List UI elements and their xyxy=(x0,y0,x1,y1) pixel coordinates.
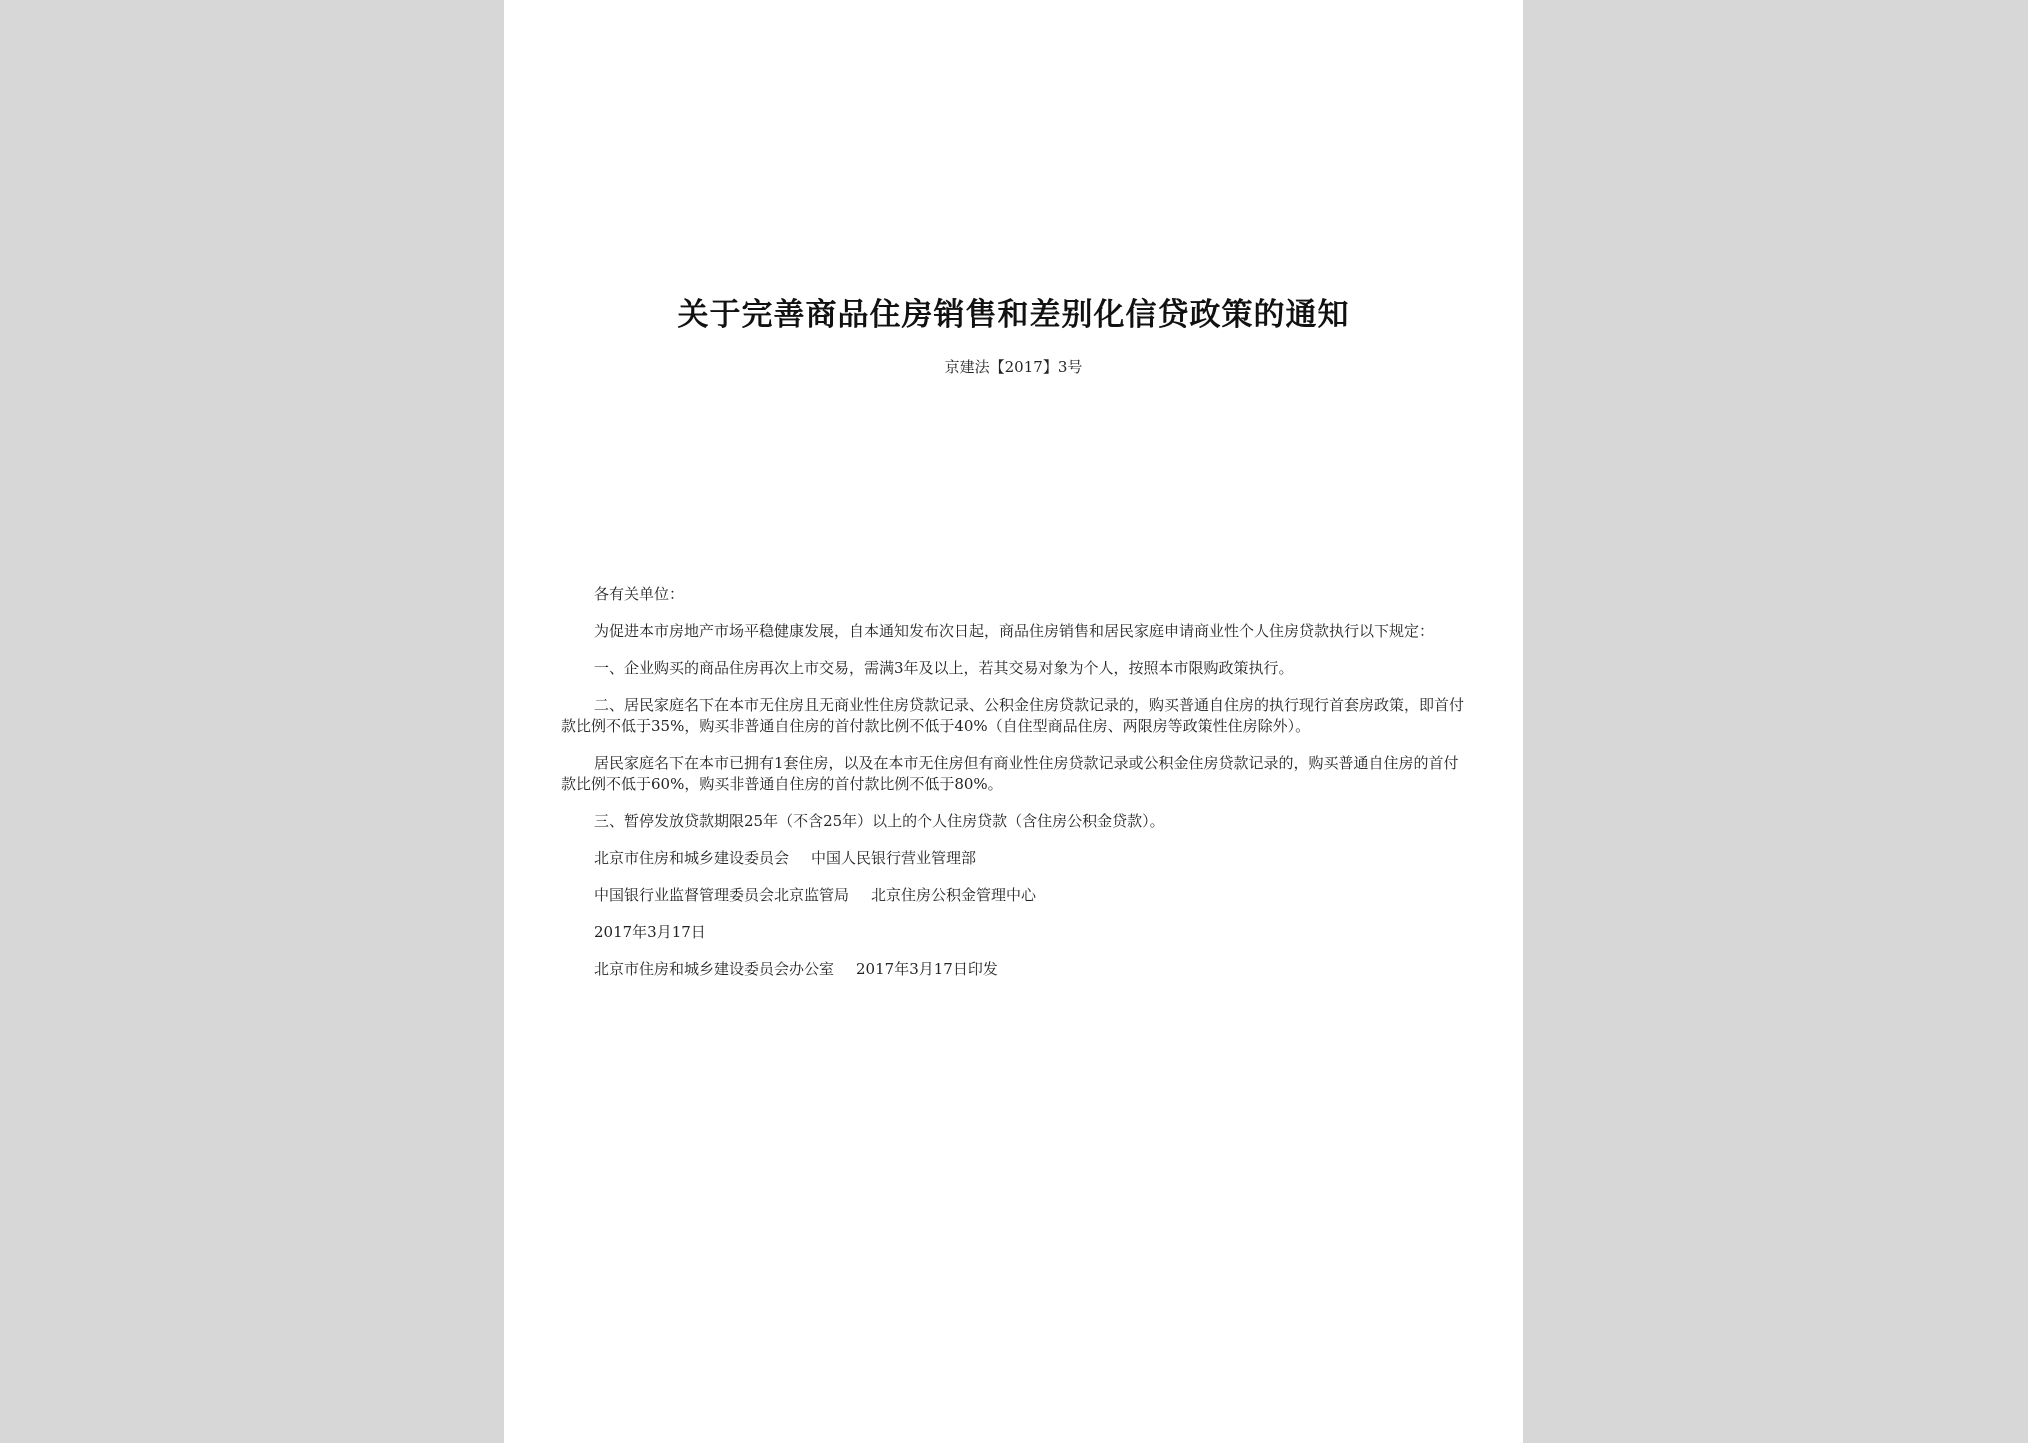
document-footer xyxy=(561,959,1471,980)
paragraph-item-1: 一、企业购买的商品住房再次上市交易，需满3年及以上，若其交易对象为个人，按照本市限购政策执行。 xyxy=(594,659,1294,677)
document-body xyxy=(561,584,1471,996)
document-number: 京建法【2017】3号 xyxy=(944,358,1083,376)
issuers-line-2 xyxy=(561,885,1471,906)
issuer-housing-fund-center: 北京住房公积金管理中心 xyxy=(871,886,1037,904)
paragraph-item-3: 三、暂停发放贷款期限25年（不含25年）以上的个人住房贷款（含住房公积金贷款）。 xyxy=(594,812,1165,830)
salutation: 各有关单位： xyxy=(594,585,685,603)
issuer-housing-commission: 北京市住房和城乡建设委员会 xyxy=(594,849,790,867)
issuer-pboc-office: 中国人民银行营业管理部 xyxy=(811,849,977,867)
footer-print-date: 2017年3月17日印发 xyxy=(856,960,998,978)
document-title: 关于完善商品住房销售和差别化信贷政策的通知 xyxy=(677,297,1350,333)
issuers-line-1 xyxy=(561,848,1471,869)
issuer-cbrc-beijing: 中国银行业监督管理委员会北京监管局 xyxy=(594,886,850,904)
paragraph-intro: 为促进本市房地产市场平稳健康发展，自本通知发布次日起，商品住房销售和居民家庭申请商业性个人住房贷款执行以下规定： xyxy=(594,622,1435,640)
paragraph-item-2: 二、居民家庭名下在本市无住房且无商业性住房贷款记录、公积金住房贷款记录的，购买普通自住房的执行现行首套房政策，即首付款比例不低于35%，购买非普通自住房的首付款比例不低于40%（自住型商品住房、两限房等政策性住房除外）。 xyxy=(561,696,1465,735)
paragraph-item-2-continued: 居民家庭名下在本市已拥有1套住房，以及在本市无住房但有商业性住房贷款记录或公积金住房贷款记录的，购买普通自住房的首付款比例不低于60%，购买非普通自住房的首付款比例不低于80%。 xyxy=(561,754,1459,793)
issue-date: 2017年3月17日 xyxy=(594,923,706,941)
footer-office: 北京市住房和城乡建设委员会办公室 xyxy=(594,960,835,978)
document-page xyxy=(504,0,1523,1443)
